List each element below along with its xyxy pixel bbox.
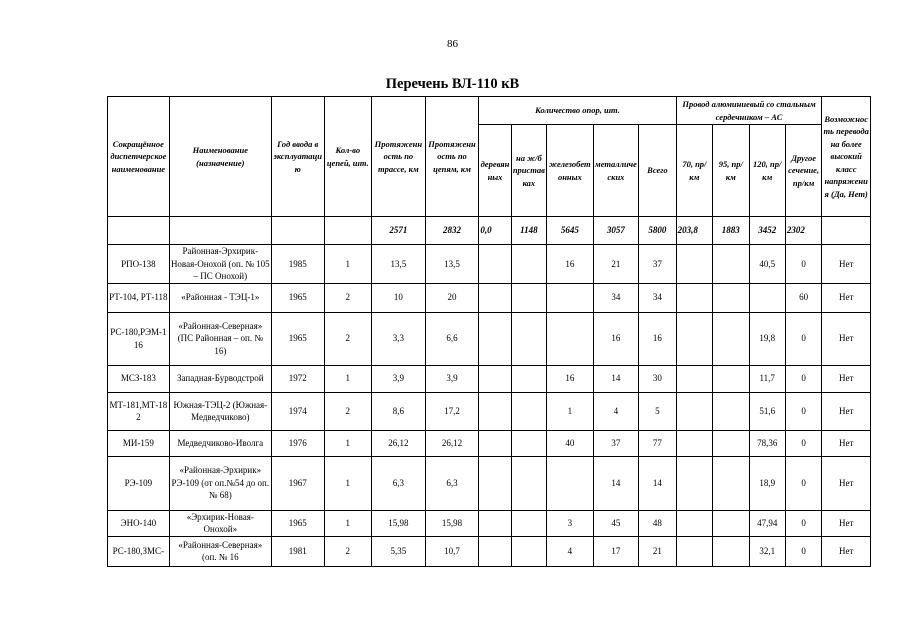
table-cell: 1965 xyxy=(271,283,324,312)
line-name-cell: Районная-Эрхирик-Новая-Онохой (оп. № 105 – ПС Онохой) xyxy=(170,246,270,281)
table-cell: 20 xyxy=(425,283,479,312)
table-cell xyxy=(511,392,546,430)
table-cell: 16 xyxy=(593,312,639,365)
line-code-cell: РЭ-109 xyxy=(108,456,170,510)
header-code: Сокращённое диспетчерское наименование xyxy=(108,97,170,217)
table-cell: 8,6 xyxy=(372,392,426,430)
table-cell: 2 xyxy=(324,392,372,430)
table-cell xyxy=(511,536,546,566)
table-cell xyxy=(479,283,511,312)
table-cell: 6,6 xyxy=(425,312,479,365)
table-cell xyxy=(479,365,511,392)
table-cell: 11,7 xyxy=(749,365,785,392)
table-cell: 1965 xyxy=(271,312,324,365)
table-cell: 0 xyxy=(785,365,821,392)
table-cell xyxy=(547,312,594,365)
table-cell: 48 xyxy=(639,510,677,536)
table-cell xyxy=(676,283,712,312)
table-cell: 26,12 xyxy=(372,430,426,456)
table-cell xyxy=(547,456,594,510)
table-cell xyxy=(511,365,546,392)
table-cell: 1 xyxy=(324,245,372,284)
table-row xyxy=(108,456,871,510)
table-cell: 14 xyxy=(593,365,639,392)
table-cell: 30 xyxy=(639,365,677,392)
table-cell: 1 xyxy=(324,510,372,536)
line-code-cell: РПО-138 xyxy=(108,245,170,284)
totals-cell xyxy=(271,217,324,245)
table-cell xyxy=(676,456,712,510)
power-lines-table xyxy=(107,96,871,567)
table-cell: 6,3 xyxy=(372,456,426,510)
header-upgrade: Возможность перевода на более высокий класс напряжения (Да, Нет) xyxy=(822,97,871,217)
table-cell: 2 xyxy=(324,283,372,312)
totals-cell xyxy=(822,217,871,245)
line-name-cell: Западная-Бурводстрой xyxy=(169,365,271,392)
table-cell xyxy=(479,312,511,365)
table-cell: 15,98 xyxy=(425,510,479,536)
table-cell: 40 xyxy=(547,430,594,456)
table-cell: 13,5 xyxy=(372,245,426,284)
table-cell: 0 xyxy=(785,536,821,566)
table-cell: 78,36 xyxy=(749,430,785,456)
table-cell: 13,5 xyxy=(425,245,479,284)
table-cell: 14 xyxy=(593,456,639,510)
table-row xyxy=(108,536,871,566)
totals-cell: 2571 xyxy=(372,217,426,245)
table-cell: 60 xyxy=(785,283,821,312)
table-cell: 32,1 xyxy=(749,536,785,566)
table-cell: 40,5 xyxy=(749,245,785,284)
table-cell xyxy=(479,536,511,566)
table-cell xyxy=(479,245,511,284)
table-cell: 45 xyxy=(593,510,639,536)
table-cell: 51,6 xyxy=(749,392,785,430)
header-circuits: Кол-во цепей, шт. xyxy=(324,97,372,217)
table-cell xyxy=(511,283,546,312)
table-cell xyxy=(713,456,749,510)
table-cell: 37 xyxy=(639,245,677,284)
table-cell: 1974 xyxy=(271,392,324,430)
totals-cell xyxy=(169,217,271,245)
table-cell xyxy=(511,510,546,536)
table-cell: 4 xyxy=(593,392,639,430)
table-cell xyxy=(511,430,546,456)
table-cell: Нет xyxy=(822,392,871,430)
table-cell: 16 xyxy=(547,245,594,284)
table-cell: Нет xyxy=(822,430,871,456)
header-length-circuits: Протяженность по цепям, км xyxy=(425,97,479,217)
totals-cell: 5800 xyxy=(639,217,677,245)
page-number: 86 xyxy=(447,38,458,50)
table-cell: 0 xyxy=(785,510,821,536)
totals-cell: 0,0 xyxy=(479,217,511,245)
table-cell xyxy=(511,456,546,510)
table-cell: 2 xyxy=(324,536,372,566)
totals-cell: 3452 xyxy=(749,217,785,245)
table-cell: 16 xyxy=(547,365,594,392)
table-cell xyxy=(713,245,749,284)
table-cell xyxy=(479,510,511,536)
table-cell xyxy=(676,430,712,456)
table-cell: Нет xyxy=(822,245,871,284)
header-name: Наименование (назначение) xyxy=(169,97,271,217)
table-cell: 6,3 xyxy=(425,456,479,510)
table-cell: 0 xyxy=(785,392,821,430)
table-cell xyxy=(676,245,712,284)
table-row xyxy=(108,510,871,536)
totals-cell: 5645 xyxy=(547,217,594,245)
header-supports-group: Количество опор, шт. xyxy=(479,97,676,125)
table-cell: 34 xyxy=(593,283,639,312)
table-row xyxy=(108,283,871,312)
totals-cell xyxy=(108,217,170,245)
table-cell xyxy=(547,283,594,312)
table-cell: 3,3 xyxy=(372,312,426,365)
table-cell: 1 xyxy=(324,430,372,456)
table-cell xyxy=(749,283,785,312)
table-cell: 3,9 xyxy=(425,365,479,392)
line-code-cell: ЭНО-140 xyxy=(108,510,170,536)
line-code-cell: МСЗ-183 xyxy=(108,365,170,392)
table-cell: Нет xyxy=(822,510,871,536)
table-cell: 10,7 xyxy=(425,536,479,566)
table-cell: 1967 xyxy=(271,456,324,510)
header-wire-95: 95, пр/км xyxy=(713,125,749,217)
table-cell xyxy=(713,365,749,392)
line-name-cell: Медведчиково-Иволга xyxy=(169,430,271,456)
table-cell: 5,35 xyxy=(372,536,426,566)
header-wire-other: Другое сечение, пр/км xyxy=(785,125,821,217)
table-cell: 17 xyxy=(593,536,639,566)
line-name-cell: «Районная - ТЭЦ-1» xyxy=(169,283,271,312)
table-cell: 3,9 xyxy=(372,365,426,392)
header-wire-70: 70, пр/км xyxy=(676,125,712,217)
table-cell xyxy=(479,430,511,456)
header-supports-rc-attach: на ж/б приставках xyxy=(511,125,546,217)
table-cell: 18,9 xyxy=(749,456,785,510)
table-cell: Нет xyxy=(822,365,871,392)
table-cell: 17,2 xyxy=(425,392,479,430)
line-code-cell: МТ-181,МТ-182 xyxy=(108,392,170,430)
table-cell xyxy=(676,510,712,536)
header-year: Год ввода в эксплуатацию xyxy=(271,97,324,217)
table-row xyxy=(108,430,871,456)
header-supports-total: Всего xyxy=(639,125,677,217)
table-cell: 0 xyxy=(785,245,821,284)
table-cell: 21 xyxy=(639,536,677,566)
line-code-cell: РС-180,РЭМ-116 xyxy=(108,312,170,365)
table-cell: 14 xyxy=(639,456,677,510)
table-cell: 2 xyxy=(324,312,372,365)
header-supports-metal: металлических xyxy=(593,125,639,217)
table-cell: Нет xyxy=(822,312,871,365)
table-row xyxy=(108,392,871,430)
line-code-cell: МИ-159 xyxy=(108,430,170,456)
totals-cell: 2832 xyxy=(425,217,479,245)
table-cell: 0 xyxy=(785,456,821,510)
table-cell xyxy=(676,312,712,365)
table-cell xyxy=(511,245,546,284)
table-cell: 77 xyxy=(639,430,677,456)
line-code-cell: РС-180,ЗМС- xyxy=(108,536,170,566)
totals-cell: 203,8 xyxy=(676,217,712,245)
table-cell: 1 xyxy=(324,365,372,392)
table-cell xyxy=(676,536,712,566)
table-cell xyxy=(713,536,749,566)
table-cell: 3 xyxy=(547,510,594,536)
table-cell xyxy=(713,312,749,365)
table-cell: 1972 xyxy=(271,365,324,392)
line-name-cell: Южная-ТЭЦ-2 (Южная-Медведчиково) xyxy=(169,392,271,430)
table-cell: 21 xyxy=(593,245,639,284)
header-length-route: Протяженность по трассе, км xyxy=(372,97,426,217)
table-cell: Нет xyxy=(822,536,871,566)
table-cell: 1965 xyxy=(271,510,324,536)
line-code-cell: РТ-104, РТ-118 xyxy=(108,283,170,312)
header-supports-rc: железобетонных xyxy=(547,125,594,217)
table-cell: 5 xyxy=(639,392,677,430)
table-cell: 26,12 xyxy=(425,430,479,456)
table-cell xyxy=(511,312,546,365)
table-cell: 15,98 xyxy=(372,510,426,536)
header-wire-120: 120, пр/км xyxy=(749,125,785,217)
table-row xyxy=(108,245,871,284)
totals-cell: 1883 xyxy=(713,217,749,245)
table-row xyxy=(108,312,871,365)
line-name-cell: «Эрхирик-Новая-Онохой» xyxy=(169,510,271,536)
table-cell: 0 xyxy=(785,430,821,456)
table-cell: 16 xyxy=(639,312,677,365)
table-cell xyxy=(713,283,749,312)
totals-cell: 1148 xyxy=(511,217,546,245)
table-cell: 47,94 xyxy=(749,510,785,536)
table-cell xyxy=(676,365,712,392)
table-cell xyxy=(479,456,511,510)
table-cell: 1976 xyxy=(271,430,324,456)
totals-cell xyxy=(324,217,372,245)
totals-cell: 3057 xyxy=(593,217,639,245)
table-cell xyxy=(676,392,712,430)
table-cell: 19,8 xyxy=(749,312,785,365)
line-name-cell: «Районная-Северная» (ПС Районная – оп. № 16) xyxy=(169,312,271,365)
table-cell: 0 xyxy=(785,312,821,365)
table-cell xyxy=(713,392,749,430)
table-cell: Нет xyxy=(822,456,871,510)
totals-cell: 2302 xyxy=(785,217,821,245)
header-wire-group: Провод алюминиевый со стальным сердечником – АС xyxy=(676,97,822,125)
table-cell: 37 xyxy=(593,430,639,456)
header-supports-wood: деревянных xyxy=(479,125,511,217)
table-cell: 1 xyxy=(324,456,372,510)
table-cell: 34 xyxy=(639,283,677,312)
table-cell xyxy=(713,430,749,456)
table-cell: 1985 xyxy=(271,245,324,284)
table-cell: 10 xyxy=(372,283,426,312)
table-cell: 1 xyxy=(547,392,594,430)
table-cell: 1981 xyxy=(271,536,324,566)
document-title: Перечень ВЛ-110 кВ xyxy=(385,76,520,92)
line-name-cell: «Районная-Северная» (оп. № 16 xyxy=(169,536,271,566)
table-cell: 4 xyxy=(547,536,594,566)
totals-row xyxy=(108,217,871,245)
table-row xyxy=(108,365,871,392)
table-cell xyxy=(479,392,511,430)
table-cell: Нет xyxy=(822,283,871,312)
line-name-cell: «Районная-Эрхирик» РЭ-109 (от оп.№54 до оп.№ 68) xyxy=(169,456,271,510)
table-cell xyxy=(713,510,749,536)
